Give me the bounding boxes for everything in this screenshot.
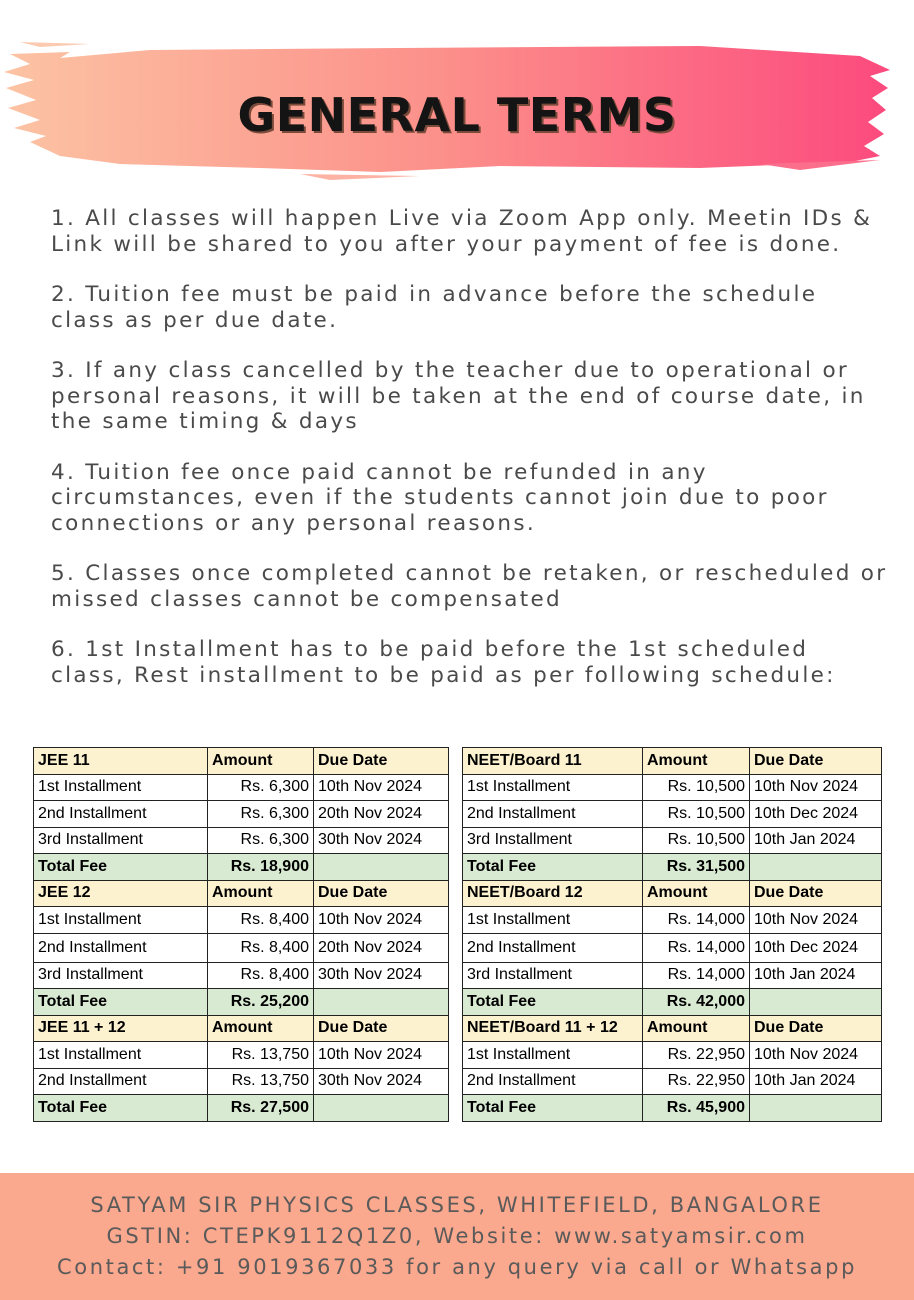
plan-cell: 1st Installment — [463, 774, 643, 801]
due-date-cell: 10th Nov 2024 — [750, 1042, 882, 1069]
due-date-cell — [314, 1095, 449, 1122]
table-header-row — [463, 880, 882, 907]
plan-cell: Total Fee — [34, 1095, 208, 1122]
table-row — [463, 1042, 882, 1069]
due-date-cell — [750, 989, 882, 1016]
due-date-cell: 10th Nov 2024 — [314, 907, 449, 934]
plan-cell: 1st Installment — [34, 907, 208, 934]
due-date-cell: 10th Dec 2024 — [750, 933, 882, 962]
plan-cell: Total Fee — [463, 1095, 643, 1122]
table-header-row — [34, 1015, 449, 1042]
plan-cell: NEET/Board 11 + 12 — [463, 1015, 643, 1042]
plan-cell: 3rd Installment — [463, 827, 643, 854]
amount-cell: Rs. 10,500 — [643, 801, 750, 828]
table-row — [34, 801, 449, 828]
table-row — [34, 907, 449, 934]
amount-cell: Rs. 8,400 — [208, 962, 314, 989]
due-date-cell: Due Date — [314, 880, 449, 907]
table-row — [34, 774, 449, 801]
total-fee-row — [463, 1095, 882, 1122]
table-header-row — [463, 748, 882, 775]
plan-cell: 1st Installment — [463, 907, 643, 934]
plan-cell: Total Fee — [34, 854, 208, 881]
due-date-cell: 10th Jan 2024 — [750, 1068, 882, 1095]
due-date-cell: 20th Nov 2024 — [314, 801, 449, 828]
term-item: 4. Tuition fee once paid cannot be refunded in any circumstances, even if the students cannot join due to poor connections or any personal reasons. — [51, 459, 829, 536]
plan-cell: 3rd Installment — [463, 962, 643, 989]
plan-cell: 2nd Installment — [463, 801, 643, 828]
due-date-cell: 20th Nov 2024 — [314, 933, 449, 962]
amount-cell: Rs. 45,900 — [643, 1095, 750, 1122]
table-header-row — [34, 748, 449, 775]
due-date-cell: Due Date — [314, 748, 449, 775]
amount-cell: Rs. 8,400 — [208, 907, 314, 934]
amount-cell: Rs. 14,000 — [643, 962, 750, 989]
amount-cell: Rs. 22,950 — [643, 1042, 750, 1069]
title-banner — [0, 36, 914, 186]
due-date-cell: 30th Nov 2024 — [314, 962, 449, 989]
due-date-cell: 10th Jan 2024 — [750, 962, 882, 989]
amount-cell: Amount — [643, 748, 750, 775]
term-item: 3. If any class cancelled by the teacher due to operational or personal reasons, it will be taken at the end of course date, in the same timing & days — [51, 358, 866, 434]
plan-cell: 2nd Installment — [463, 933, 643, 962]
term-item: 6. 1st Installment has to be paid before the 1st scheduled class, Rest installment to be paid as per following schedule: — [51, 637, 836, 688]
due-date-cell: 10th Nov 2024 — [314, 774, 449, 801]
amount-cell: Rs. 8,400 — [208, 933, 314, 962]
footer-contact — [0, 1173, 914, 1300]
due-date-cell: 10th Jan 2024 — [750, 827, 882, 854]
due-date-cell: Due Date — [750, 880, 882, 907]
plan-cell: 3rd Installment — [34, 827, 208, 854]
plan-cell: 1st Installment — [34, 774, 208, 801]
amount-cell: Rs. 6,300 — [208, 774, 314, 801]
table-header-row — [463, 1015, 882, 1042]
total-fee-row — [463, 989, 882, 1016]
terms-list — [51, 206, 891, 688]
total-fee-row — [34, 1095, 449, 1122]
term-item: 1. All classes will happen Live via Zoom App only. Meetin IDs & Link will be shared to you after your payment of fee is done. — [51, 206, 873, 257]
plan-cell: 1st Installment — [34, 1042, 208, 1069]
total-fee-row — [34, 854, 449, 881]
table-row — [34, 962, 449, 989]
term-item: 5. Classes once completed cannot be retaken, or rescheduled or missed classes cannot be compensated — [51, 561, 888, 612]
amount-cell: Rs. 18,900 — [208, 854, 314, 881]
plan-cell: 2nd Installment — [463, 1068, 643, 1095]
table-row — [34, 1042, 449, 1069]
table-row — [463, 933, 882, 962]
amount-cell: Rs. 6,300 — [208, 827, 314, 854]
amount-cell: Amount — [208, 748, 314, 775]
due-date-cell: Due Date — [750, 748, 882, 775]
due-date-cell — [750, 1095, 882, 1122]
amount-cell: Rs. 22,950 — [643, 1068, 750, 1095]
due-date-cell: 10th Nov 2024 — [750, 907, 882, 934]
footer-contact-number: Contact: +91 9019367033 for any query via call or Whatsapp — [56, 1255, 858, 1279]
plan-cell: Total Fee — [34, 989, 208, 1016]
table-row — [463, 801, 882, 828]
page-title: GENERAL TERMS — [237, 88, 677, 142]
amount-cell: Rs. 13,750 — [208, 1068, 314, 1095]
amount-cell: Rs. 6,300 — [208, 801, 314, 828]
plan-cell: 1st Installment — [463, 1042, 643, 1069]
table-row — [463, 1068, 882, 1095]
amount-cell: Rs. 42,000 — [643, 989, 750, 1016]
plan-cell: Total Fee — [463, 989, 643, 1016]
plan-cell: 2nd Installment — [34, 1068, 208, 1095]
plan-cell: JEE 11 + 12 — [34, 1015, 208, 1042]
amount-cell: Rs. 25,200 — [208, 989, 314, 1016]
amount-cell: Rs. 13,750 — [208, 1042, 314, 1069]
plan-cell: Total Fee — [463, 854, 643, 881]
total-fee-row — [463, 854, 882, 881]
plan-cell: 3rd Installment — [34, 962, 208, 989]
amount-cell: Rs. 14,000 — [643, 907, 750, 934]
footer-institute-name: SATYAM SIR PHYSICS CLASSES, WHITEFIELD, BANGALORE — [90, 1193, 824, 1217]
table-row — [463, 774, 882, 801]
plan-cell: NEET/Board 12 — [463, 880, 643, 907]
term-item: 2. Tuition fee must be paid in advance before the schedule class as per due date. — [51, 282, 818, 333]
table-row — [463, 962, 882, 989]
due-date-cell: Due Date — [750, 1015, 882, 1042]
amount-cell: Amount — [643, 880, 750, 907]
plan-cell: 2nd Installment — [34, 801, 208, 828]
jee-fee-table — [33, 747, 449, 1122]
amount-cell: Rs. 27,500 — [208, 1095, 314, 1122]
table-row — [34, 1068, 449, 1095]
table-row — [463, 827, 882, 854]
due-date-cell: 10th Nov 2024 — [750, 774, 882, 801]
amount-cell: Rs. 10,500 — [643, 774, 750, 801]
neet-fee-table — [462, 747, 882, 1122]
due-date-cell — [314, 854, 449, 881]
amount-cell: Amount — [208, 1015, 314, 1042]
total-fee-row — [34, 989, 449, 1016]
table-row — [34, 933, 449, 962]
table-header-row — [34, 880, 449, 907]
amount-cell: Rs. 10,500 — [643, 827, 750, 854]
due-date-cell: 30th Nov 2024 — [314, 1068, 449, 1095]
plan-cell: 2nd Installment — [34, 933, 208, 962]
footer-gstin-website: GSTIN: CTEPK9112Q1Z0, Website: www.satyamsir.com — [106, 1224, 808, 1248]
amount-cell: Rs. 31,500 — [643, 854, 750, 881]
due-date-cell: 10th Dec 2024 — [750, 801, 882, 828]
due-date-cell: 30th Nov 2024 — [314, 827, 449, 854]
amount-cell: Rs. 14,000 — [643, 933, 750, 962]
table-row — [463, 907, 882, 934]
plan-cell: JEE 11 — [34, 748, 208, 775]
due-date-cell — [314, 989, 449, 1016]
due-date-cell: 10th Nov 2024 — [314, 1042, 449, 1069]
plan-cell: NEET/Board 11 — [463, 748, 643, 775]
due-date-cell: Due Date — [314, 1015, 449, 1042]
due-date-cell — [750, 854, 882, 881]
plan-cell: JEE 12 — [34, 880, 208, 907]
amount-cell: Amount — [643, 1015, 750, 1042]
amount-cell: Amount — [208, 880, 314, 907]
table-row — [34, 827, 449, 854]
